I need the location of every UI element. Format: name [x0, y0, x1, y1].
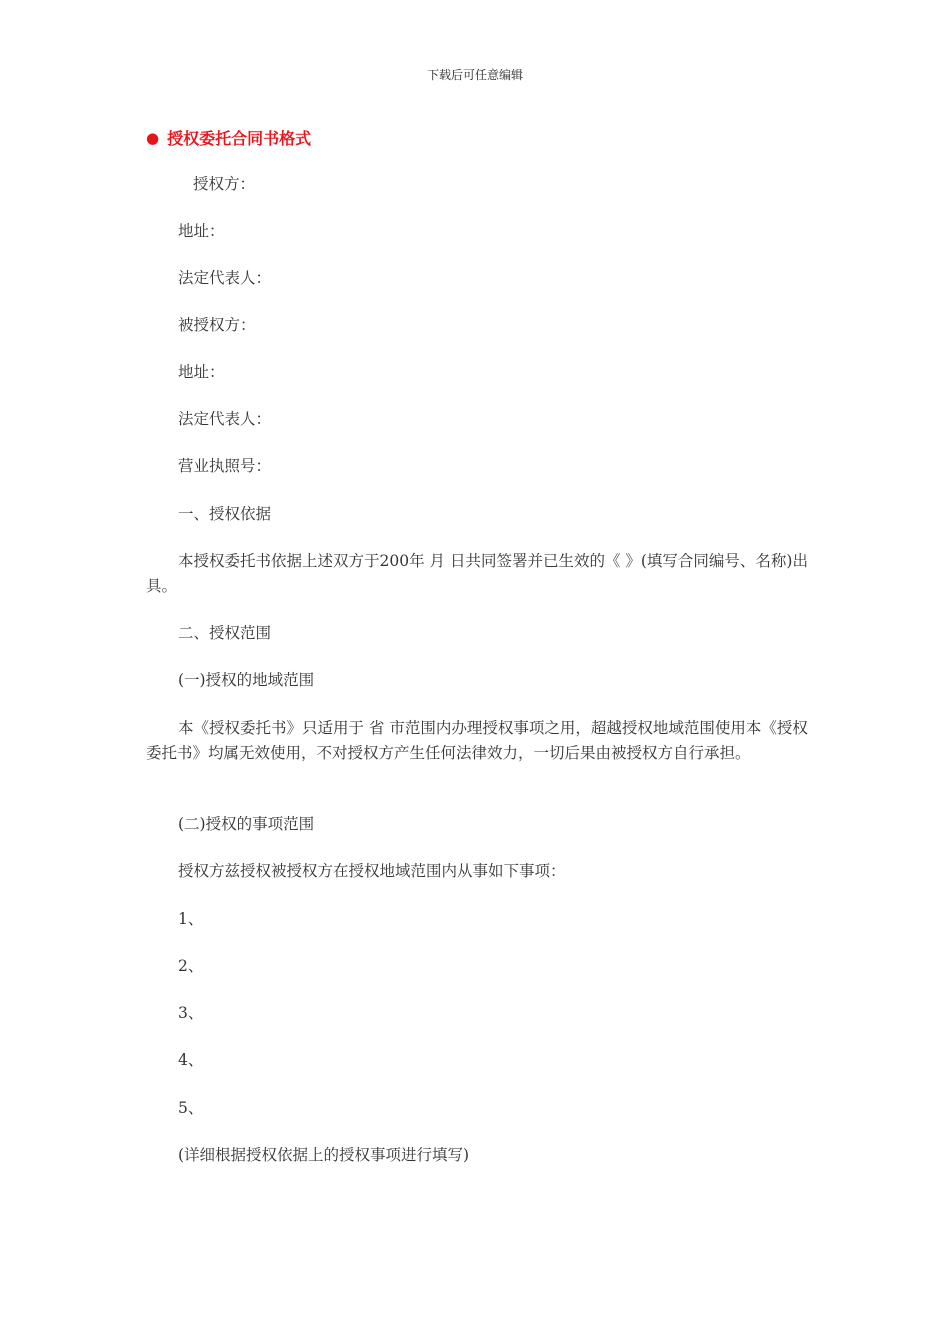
- list-item-3: 3、: [178, 1004, 204, 1022]
- list-item-4: 4、: [178, 1051, 204, 1069]
- fill-instruction-note: (详细根据授权依据上的授权事项进行填写): [178, 1146, 470, 1164]
- list-item-5: 5、: [178, 1099, 204, 1117]
- license-number-line: 营业执照号：: [178, 457, 272, 475]
- subsection-1-body: 本《授权委托书》只适用于 省 市范围内办理授权事项之用，超越授权地域范围使用本《授权委托书》均属无效使用，不对授权方产生任何法律效力，一切后果由被授权方自行承担。: [146, 719, 808, 762]
- subsection-2-body: 授权方兹授权被授权方在授权地域范围内从事如下事项：: [178, 862, 566, 880]
- grantor-address-line: 地址：: [178, 222, 225, 240]
- grantee-line: 被授权方：: [178, 316, 256, 334]
- list-item-1: 1、: [178, 910, 204, 928]
- page-header-note: 下载后可任意编辑: [426, 68, 523, 82]
- section-1-body: 本授权委托书依据上述双方于200年 月 日共同签署并已生效的《 》(填写合同编号、名称)出具。: [146, 552, 808, 595]
- section-2-heading: 二、授权范围: [178, 624, 272, 642]
- bullet-icon: ●: [146, 128, 160, 147]
- document-title: [146, 126, 311, 149]
- subsection-1-heading: (一)授权的地域范围: [178, 671, 315, 689]
- subsection-2-heading: (二)授权的事项范围: [178, 815, 315, 833]
- grantor-rep-line: 法定代表人：: [178, 269, 272, 287]
- document-title-text: 授权委托合同书格式: [167, 129, 312, 148]
- grantor-line: 授权方：: [193, 175, 256, 193]
- grantee-address-line: 地址：: [178, 363, 225, 381]
- list-item-2: 2、: [178, 957, 204, 975]
- section-1-heading: 一、授权依据: [178, 505, 272, 523]
- grantee-rep-line: 法定代表人：: [178, 410, 272, 428]
